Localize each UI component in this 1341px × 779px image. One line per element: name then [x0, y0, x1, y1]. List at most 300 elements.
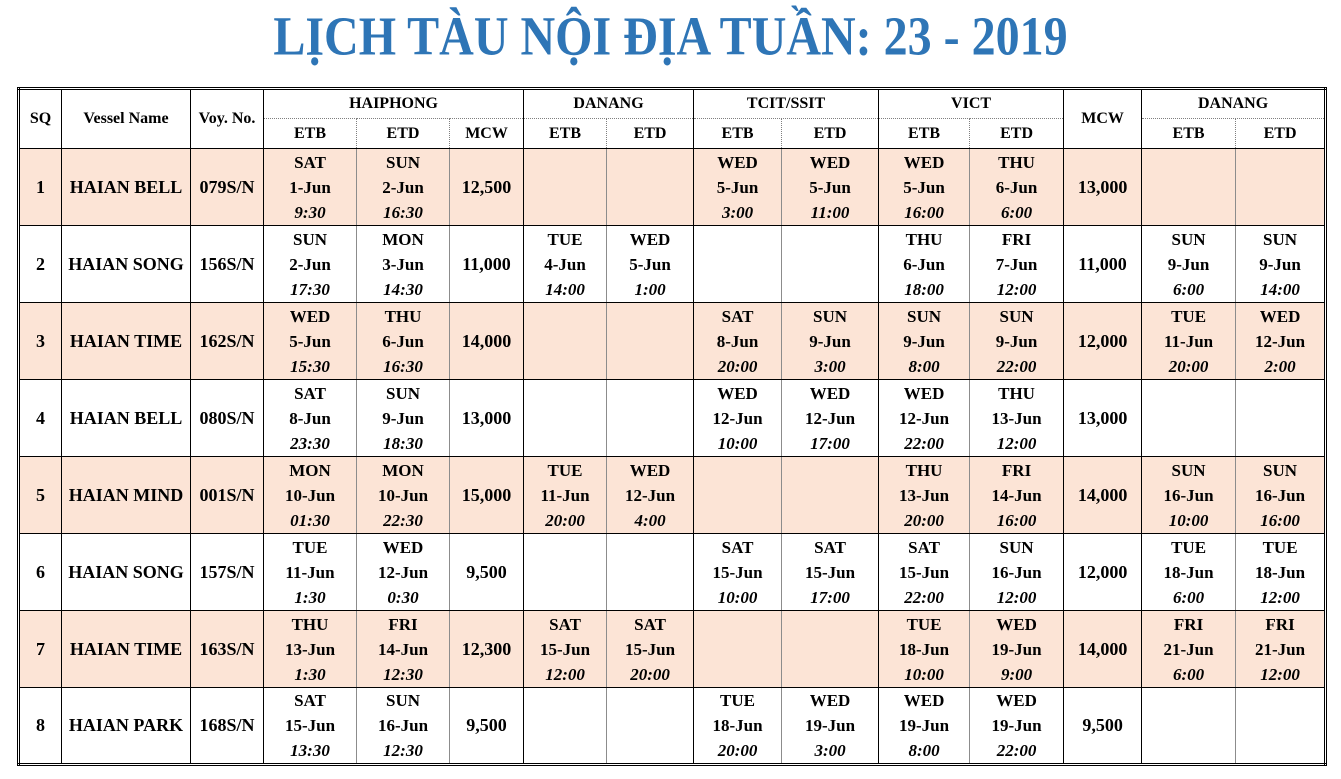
danang-2-etb-day: FRI: [1173, 614, 1204, 634]
vict-etb-cell: [879, 688, 970, 765]
mcw-cell: 14,000: [1064, 457, 1142, 534]
vict-etb-day: SAT: [908, 537, 940, 557]
danang-2-etd-cell: [1236, 303, 1326, 380]
haiphong-etd-cell: [357, 149, 450, 226]
haiphong-etd-date: 10-Jun: [377, 485, 429, 505]
haiphong-etd-date: 16-Jun: [377, 716, 429, 735]
tcit-ssit-etd-date: 12-Jun: [805, 408, 856, 428]
haiphong-etd-cell: [357, 457, 450, 534]
tcit-ssit-etb-time: 20:00: [717, 356, 758, 376]
header-danang-etb: ETB: [524, 119, 607, 149]
mcw-cell: 12,000: [1064, 303, 1142, 380]
haiphong-etd-time: 12:30: [383, 741, 423, 760]
haiphong-etb-date: 5-Jun: [289, 331, 331, 351]
haiphong-etb-time: 1:30: [294, 587, 326, 607]
vict-etd-time: 16:00: [996, 510, 1037, 530]
vict-etb-day: THU: [905, 229, 943, 249]
haiphong-etd-time: 14:30: [383, 279, 423, 299]
vict-etd-cell: [970, 611, 1064, 688]
danang-etd-cell: [607, 611, 694, 688]
haiphong-etd-cell: [357, 380, 450, 457]
haiphong-etd-cell: [357, 611, 450, 688]
haiphong-etd-date: 2-Jun: [382, 177, 424, 197]
danang-2-etb-cell: [1142, 457, 1236, 534]
vict-etd-day: SUN: [999, 306, 1034, 326]
danang-2-etb-date: 18-Jun: [1163, 562, 1214, 582]
vict-etb-date: 18-Jun: [899, 639, 950, 659]
voyage-no-cell: 080S/N: [191, 380, 264, 457]
tcit-ssit-etd-day: SAT: [814, 537, 846, 557]
tcit-ssit-etd-day: SUN: [813, 306, 848, 326]
danang-etd-day: SAT: [634, 614, 666, 634]
mcw-cell: 12,000: [1064, 534, 1142, 611]
mcw-cell: 13,000: [1064, 380, 1142, 457]
mcw-cell: 11,000: [1064, 226, 1142, 303]
sq-cell: 1: [19, 149, 62, 226]
tcit-ssit-etd-time: 11:00: [810, 202, 850, 222]
vict-etb-date: 5-Jun: [903, 177, 945, 197]
haiphong-etb-day: TUE: [292, 537, 328, 557]
header-haiphong-mcw: MCW: [450, 119, 524, 149]
vessel-name-cell: HAIAN SONG: [62, 534, 191, 611]
vict-etb-time: 8:00: [908, 741, 940, 760]
vict-etb-time: 10:00: [904, 664, 944, 684]
danang-2-etd-cell: [1236, 226, 1326, 303]
haiphong-etb-cell: [264, 149, 357, 226]
danang-etd-cell: [607, 149, 694, 226]
danang-etb-cell: [524, 688, 607, 765]
danang-2-etb-time: 6:00: [1172, 664, 1205, 684]
danang-etd-cell: [607, 688, 694, 765]
page-title: LỊCH TÀU NỘI ĐỊA TUẦN: 23 - 2019: [273, 5, 1068, 67]
sq-cell: 7: [19, 611, 62, 688]
vict-etb-day: WED: [903, 152, 945, 172]
sq-cell: 2: [19, 226, 62, 303]
vict-etd-date: 16-Jun: [991, 562, 1042, 582]
sq-cell: 6: [19, 534, 62, 611]
haiphong-etb-date: 15-Jun: [284, 716, 336, 735]
haiphong-etd-day: SUN: [385, 383, 420, 403]
header-danang-etd: ETD: [607, 119, 694, 149]
header-tcit-ssit: TCIT/SSIT: [694, 89, 879, 119]
tcit-ssit-etd-time: 3:00: [814, 356, 846, 376]
haiphong-etd-day: FRI: [388, 614, 418, 634]
vict-etd-time: 12:00: [996, 433, 1037, 453]
mcw-cell: 14,000: [1064, 611, 1142, 688]
danang-2-etd-day: SUN: [1263, 460, 1298, 480]
danang-etb-time: 20:00: [545, 510, 585, 530]
vessel-name-cell: HAIAN SONG: [62, 226, 191, 303]
haiphong-etd-day: SUN: [385, 691, 420, 710]
mcw-cell: 13,000: [1064, 149, 1142, 226]
danang-2-etd-time: 12:00: [1260, 587, 1300, 607]
danang-2-etb-day: SUN: [1171, 229, 1206, 249]
tcit-ssit-etd-cell: [782, 457, 879, 534]
danang-2-etb-date: 16-Jun: [1163, 485, 1214, 505]
vict-etb-time: 22:00: [904, 433, 944, 453]
danang-2-etb-cell: [1142, 688, 1236, 765]
voyage-no-cell: 001S/N: [191, 457, 264, 534]
vessel-name-cell: HAIAN BELL: [62, 380, 191, 457]
haiphong-etd-time: 0:30: [387, 587, 419, 607]
vict-etd-cell: [970, 149, 1064, 226]
header-haiphong-etd: ETD: [357, 119, 450, 149]
danang-etb-cell: [524, 534, 607, 611]
haiphong-etd-date: 9-Jun: [382, 408, 424, 428]
voyage-no-cell: 162S/N: [191, 303, 264, 380]
danang-etd-time: 1:00: [634, 279, 666, 299]
vict-etb-cell: [879, 380, 970, 457]
vict-etb-date: 12-Jun: [899, 408, 950, 428]
schedule-row: [19, 149, 1326, 226]
header-vict-etb: ETB: [879, 119, 970, 149]
tcit-ssit-etb-cell: [694, 226, 782, 303]
vict-etd-day: THU: [998, 383, 1035, 403]
vict-etd-date: 6-Jun: [995, 177, 1038, 197]
header-danang-2-etd: ETD: [1236, 119, 1326, 149]
voyage-no-cell: 156S/N: [191, 226, 264, 303]
tcit-ssit-etd-cell: [782, 303, 879, 380]
haiphong-etb-cell: [264, 688, 357, 765]
danang-2-etd-day: FRI: [1265, 614, 1295, 634]
haiphong-mcw-cell: 9,500: [450, 534, 524, 611]
haiphong-etd-cell: [357, 226, 450, 303]
haiphong-mcw-cell: 9,500: [450, 688, 524, 765]
haiphong-etd-cell: [357, 303, 450, 380]
vict-etb-time: 16:00: [904, 202, 944, 222]
haiphong-etb-day: SAT: [294, 691, 326, 710]
danang-2-etd-date: 9-Jun: [1259, 254, 1301, 274]
tcit-ssit-etb-date: 8-Jun: [716, 331, 759, 351]
sq-cell: 8: [19, 688, 62, 765]
tcit-ssit-etd-date: 9-Jun: [809, 331, 851, 351]
haiphong-mcw-cell: 12,300: [450, 611, 524, 688]
vessel-name-cell: HAIAN PARK: [62, 688, 191, 765]
danang-2-etd-day: SUN: [1263, 229, 1298, 249]
haiphong-etd-date: 6-Jun: [382, 331, 424, 351]
danang-2-etb-cell: [1142, 380, 1236, 457]
danang-2-etd-date: 21-Jun: [1255, 639, 1306, 659]
header-vict-etd: ETD: [970, 119, 1064, 149]
tcit-ssit-etb-day: WED: [717, 152, 758, 172]
tcit-ssit-etd-cell: [782, 149, 879, 226]
haiphong-etd-cell: [357, 534, 450, 611]
haiphong-mcw-cell: 13,000: [450, 380, 524, 457]
tcit-ssit-etb-cell: [694, 380, 782, 457]
voyage-no-cell: 157S/N: [191, 534, 264, 611]
vict-etb-day: WED: [903, 691, 945, 710]
tcit-ssit-etd-day: WED: [809, 691, 851, 710]
voyage-no-cell: 163S/N: [191, 611, 264, 688]
danang-etb-cell: [524, 226, 607, 303]
haiphong-etb-time: 01:30: [290, 510, 330, 530]
haiphong-etd-date: 12-Jun: [377, 562, 429, 582]
vict-etb-date: 13-Jun: [899, 485, 950, 505]
danang-2-etb-cell: [1142, 534, 1236, 611]
danang-etb-cell: [524, 380, 607, 457]
tcit-ssit-etd-day: WED: [809, 152, 851, 172]
vict-etd-day: WED: [996, 691, 1037, 710]
vict-etd-cell: [970, 688, 1064, 765]
vict-etb-date: 15-Jun: [899, 562, 950, 582]
haiphong-etd-time: 16:30: [383, 202, 423, 222]
header-danang-2: DANANG: [1142, 89, 1326, 119]
danang-etb-day: TUE: [547, 460, 583, 480]
danang-2-etb-time: 10:00: [1168, 510, 1209, 530]
tcit-ssit-etb-cell: [694, 303, 782, 380]
vict-etd-time: 9:00: [1000, 664, 1033, 684]
header-vict: VICT: [879, 89, 1064, 119]
haiphong-etb-day: MON: [289, 460, 331, 480]
tcit-ssit-etd-cell: [782, 380, 879, 457]
danang-2-etd-time: 12:00: [1260, 664, 1300, 684]
haiphong-etb-date: 11-Jun: [285, 562, 335, 582]
haiphong-etb-time: 17:30: [290, 279, 330, 299]
danang-2-etd-day: TUE: [1262, 537, 1298, 557]
tcit-ssit-etb-cell: [694, 688, 782, 765]
tcit-ssit-etd-cell: [782, 688, 879, 765]
vict-etb-day: TUE: [906, 614, 942, 634]
haiphong-etb-cell: [264, 611, 357, 688]
haiphong-etb-time: 15:30: [290, 356, 330, 376]
schedule-row: [19, 303, 1326, 380]
haiphong-etd-day: MON: [382, 460, 424, 480]
tcit-ssit-etb-date: 18-Jun: [712, 716, 763, 735]
vict-etd-cell: [970, 534, 1064, 611]
vict-etb-date: 19-Jun: [899, 716, 950, 735]
haiphong-etb-cell: [264, 380, 357, 457]
tcit-ssit-etb-cell: [694, 457, 782, 534]
vict-etb-cell: [879, 611, 970, 688]
tcit-ssit-etb-date: 5-Jun: [716, 177, 759, 197]
danang-2-etd-time: 16:00: [1260, 510, 1300, 530]
danang-etb-cell: [524, 611, 607, 688]
vessel-name-cell: HAIAN TIME: [62, 303, 191, 380]
danang-2-etd-date: 16-Jun: [1255, 485, 1306, 505]
danang-etd-day: WED: [629, 229, 671, 249]
header-danang-2-etb: ETB: [1142, 119, 1236, 149]
danang-etd-time: 20:00: [630, 664, 670, 684]
header-vessel-name: Vessel Name: [62, 89, 191, 149]
vict-etd-date: 13-Jun: [991, 408, 1042, 428]
haiphong-etd-time: 16:30: [383, 356, 423, 376]
vict-etb-cell: [879, 149, 970, 226]
header-voy-no: Voy. No.: [191, 89, 264, 149]
schedule-row: [19, 380, 1326, 457]
danang-etb-day: TUE: [547, 229, 583, 249]
vict-etd-date: 9-Jun: [995, 331, 1038, 351]
tcit-ssit-etd-time: 17:00: [810, 433, 850, 453]
vict-etb-cell: [879, 226, 970, 303]
vessel-name-cell: HAIAN BELL: [62, 149, 191, 226]
haiphong-etd-day: THU: [384, 306, 422, 326]
danang-etd-cell: [607, 303, 694, 380]
vict-etd-cell: [970, 303, 1064, 380]
tcit-ssit-etd-cell: [782, 611, 879, 688]
danang-2-etd-cell: [1236, 534, 1326, 611]
danang-etb-cell: [524, 149, 607, 226]
table-body: [19, 149, 1326, 765]
danang-etb-cell: [524, 303, 607, 380]
vict-etd-time: 22:00: [996, 356, 1037, 376]
haiphong-mcw-cell: 14,000: [450, 303, 524, 380]
vict-etb-day: SUN: [907, 306, 942, 326]
danang-etd-cell: [607, 380, 694, 457]
tcit-ssit-etb-cell: [694, 534, 782, 611]
vict-etb-day: THU: [905, 460, 943, 480]
danang-2-etd-cell: [1236, 457, 1326, 534]
danang-etb-time: 14:00: [545, 279, 585, 299]
danang-etd-date: 12-Jun: [624, 485, 676, 505]
haiphong-etb-day: SAT: [294, 383, 326, 403]
danang-2-etb-cell: [1142, 611, 1236, 688]
danang-2-etd-cell: [1236, 149, 1326, 226]
vict-etd-day: THU: [998, 152, 1035, 172]
vict-etd-time: 12:00: [996, 279, 1037, 299]
vict-etd-date: 7-Jun: [995, 254, 1038, 274]
sq-cell: 5: [19, 457, 62, 534]
vict-etb-day: WED: [903, 383, 945, 403]
sq-cell: 3: [19, 303, 62, 380]
header-sq: SQ: [19, 89, 62, 149]
tcit-ssit-etd-time: 3:00: [814, 741, 846, 760]
danang-2-etd-day: WED: [1259, 306, 1301, 326]
haiphong-etb-day: SAT: [294, 152, 326, 172]
danang-2-etb-time: 6:00: [1172, 587, 1205, 607]
tcit-ssit-etb-time: 3:00: [721, 202, 754, 222]
haiphong-etd-day: WED: [382, 537, 424, 557]
vict-etb-time: 22:00: [904, 587, 944, 607]
danang-2-etb-time: 20:00: [1168, 356, 1209, 376]
danang-2-etb-cell: [1142, 149, 1236, 226]
vict-etd-date: 19-Jun: [991, 639, 1042, 659]
vict-etb-time: 18:00: [904, 279, 944, 299]
haiphong-etb-cell: [264, 534, 357, 611]
danang-2-etb-date: 11-Jun: [1163, 331, 1214, 351]
danang-2-etb-time: 6:00: [1172, 279, 1205, 299]
danang-etd-cell: [607, 534, 694, 611]
tcit-ssit-etb-time: 20:00: [717, 741, 758, 760]
haiphong-etd-time: 22:30: [383, 510, 423, 530]
vict-etd-date: 14-Jun: [991, 485, 1042, 505]
haiphong-etb-day: WED: [289, 306, 331, 326]
tcit-ssit-etb-time: 10:00: [717, 433, 758, 453]
danang-2-etd-date: 18-Jun: [1255, 562, 1306, 582]
tcit-ssit-etb-date: 12-Jun: [712, 408, 763, 428]
danang-2-etd-cell: [1236, 611, 1326, 688]
vict-etd-day: FRI: [1001, 460, 1032, 480]
mcw-cell: 9,500: [1064, 688, 1142, 765]
danang-2-etd-time: 14:00: [1260, 279, 1300, 299]
vict-etd-cell: [970, 226, 1064, 303]
haiphong-etb-cell: [264, 226, 357, 303]
haiphong-etd-cell: [357, 688, 450, 765]
vict-etd-time: 22:00: [996, 741, 1037, 760]
danang-etd-cell: [607, 457, 694, 534]
tcit-ssit-etd-date: 19-Jun: [805, 716, 856, 735]
tcit-ssit-etd-date: 5-Jun: [809, 177, 851, 197]
header-row-groups: [19, 89, 1326, 119]
vict-etb-cell: [879, 534, 970, 611]
haiphong-etb-date: 1-Jun: [289, 177, 331, 197]
danang-2-etb-day: TUE: [1171, 306, 1207, 326]
danang-etd-time: 4:00: [634, 510, 666, 530]
danang-2-etb-day: TUE: [1171, 537, 1207, 557]
danang-etd-date: 15-Jun: [624, 639, 676, 659]
danang-2-etb-day: SUN: [1171, 460, 1206, 480]
danang-etd-cell: [607, 226, 694, 303]
tcit-ssit-etb-cell: [694, 611, 782, 688]
haiphong-etd-date: 14-Jun: [377, 639, 429, 659]
haiphong-mcw-cell: 11,000: [450, 226, 524, 303]
vict-etd-cell: [970, 380, 1064, 457]
tcit-ssit-etb-day: SAT: [721, 537, 754, 557]
vict-etd-day: SUN: [999, 537, 1034, 557]
vict-etd-day: WED: [996, 614, 1037, 634]
tcit-ssit-etb-time: 10:00: [717, 587, 758, 607]
vict-etd-time: 12:00: [996, 587, 1037, 607]
vict-etb-time: 8:00: [908, 356, 940, 376]
haiphong-etd-day: MON: [382, 229, 424, 249]
haiphong-etb-day: SUN: [292, 229, 327, 249]
danang-2-etd-cell: [1236, 380, 1326, 457]
table-header: [19, 89, 1326, 149]
voyage-no-cell: 079S/N: [191, 149, 264, 226]
vict-etb-cell: [879, 457, 970, 534]
schedule-row: [19, 534, 1326, 611]
haiphong-etd-date: 3-Jun: [382, 254, 424, 274]
vict-etb-date: 9-Jun: [903, 331, 945, 351]
vessel-name-cell: HAIAN TIME: [62, 611, 191, 688]
vict-etb-date: 6-Jun: [903, 254, 945, 274]
danang-etb-date: 11-Jun: [540, 485, 590, 505]
header-danang: DANANG: [524, 89, 694, 119]
haiphong-etb-time: 23:30: [290, 433, 330, 453]
vessel-name-cell: HAIAN MIND: [62, 457, 191, 534]
danang-etd-date: 5-Jun: [629, 254, 671, 274]
sq-cell: 4: [19, 380, 62, 457]
haiphong-etb-time: 9:30: [294, 202, 326, 222]
haiphong-etb-date: 10-Jun: [284, 485, 336, 505]
tcit-ssit-etd-cell: [782, 534, 879, 611]
haiphong-etb-time: 1:30: [294, 664, 326, 684]
vict-etb-time: 20:00: [904, 510, 944, 530]
haiphong-etb-date: 13-Jun: [284, 639, 336, 659]
danang-etb-cell: [524, 457, 607, 534]
vict-etd-time: 6:00: [1000, 202, 1033, 222]
vict-etd-date: 19-Jun: [991, 716, 1042, 735]
schedule-row: [19, 611, 1326, 688]
danang-2-etb-cell: [1142, 226, 1236, 303]
tcit-ssit-etb-day: TUE: [720, 691, 756, 710]
danang-2-etb-date: 21-Jun: [1163, 639, 1214, 659]
haiphong-etb-date: 2-Jun: [289, 254, 331, 274]
tcit-ssit-etd-cell: [782, 226, 879, 303]
haiphong-mcw-cell: 15,000: [450, 457, 524, 534]
haiphong-mcw-cell: 12,500: [450, 149, 524, 226]
header-tcit-ssit-etb: ETB: [694, 119, 782, 149]
header-haiphong-etb: ETB: [264, 119, 357, 149]
haiphong-etb-date: 8-Jun: [289, 408, 331, 428]
danang-etb-date: 4-Jun: [544, 254, 586, 274]
tcit-ssit-etb-day: WED: [717, 383, 758, 403]
haiphong-etb-time: 13:30: [290, 741, 330, 760]
voyage-no-cell: 168S/N: [191, 688, 264, 765]
tcit-ssit-etb-cell: [694, 149, 782, 226]
danang-2-etd-time: 2:00: [1264, 356, 1296, 376]
header-mcw: MCW: [1064, 89, 1142, 149]
haiphong-etb-cell: [264, 457, 357, 534]
